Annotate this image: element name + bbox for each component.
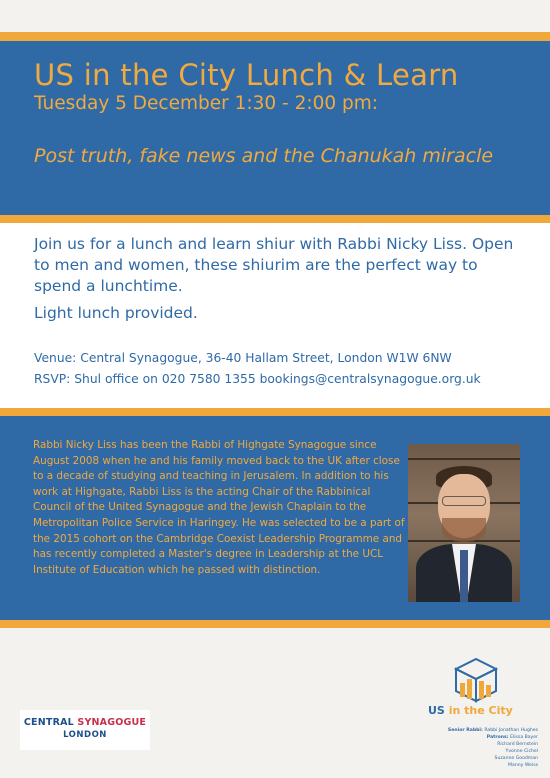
top-orange-stripe — [0, 32, 550, 41]
event-date: Tuesday 5 December 1:30 - 2:00 pm: — [34, 93, 379, 114]
logo-central: CENTRAL — [23, 717, 74, 728]
us-in-the-city-wordmark: US in the City — [428, 704, 513, 717]
rabbi-photo — [408, 444, 520, 602]
logo-synagogue: SYNAGOGUE — [77, 717, 147, 728]
header-banner — [0, 41, 550, 215]
top-light-band — [0, 0, 550, 32]
bio-section — [0, 416, 550, 620]
event-subtitle: Post truth, fake news and the Chanukah miracle — [34, 145, 494, 167]
logo-london: LONDON — [63, 730, 107, 740]
rsvp-line: RSVP: Shul office on 020 7580 1355 bookings@centralsynagogue.org.uk — [34, 372, 481, 386]
header-bottom-stripe — [0, 215, 550, 223]
event-details — [34, 348, 534, 390]
central-synagogue-logo — [20, 710, 150, 750]
intro-text — [34, 234, 524, 324]
event-title: US in the City Lunch & Learn — [34, 58, 459, 92]
bio-bottom-stripe — [0, 620, 550, 628]
light-lunch-note: Light lunch provided. — [34, 304, 198, 322]
bio-top-stripe — [0, 408, 550, 416]
venue-line: Venue: Central Synagogue, 36-40 Hallam Street, London W1W 6NW — [34, 351, 452, 365]
bio-text: Rabbi Nicky Liss has been the Rabbi of Highgate Synagogue since August 2008 when he and his family moved back to the UK after close to a decade of studying and teaching in Jerusalem. In addition to his work at Highgate, Rabbi Liss is the acting Chair of the Rabbinical Council of the United Synagogue and the Jewish Chaplain to the Metropolitan Police Service in Haringey. He was selected to be a part of the 2015 cohort on the Cambridge Coexist Leadership Programme and has recently completed a Master's degree in Leadership at the UCL Institute of Education which he passed with distinction. — [33, 439, 405, 576]
credits-list: Senior Rabbi: Rabbi Jonathan Hughes Patrons: Elissa Bayer Richard Bernstein Yvonne Cichel Suzanne Goodman Manny Weiss — [447, 728, 538, 768]
intro-body: Join us for a lunch and learn shiur with Rabbi Nicky Liss. Open to men and women, these shiurim are the perfect way to spend a lunchtime. — [34, 235, 514, 295]
